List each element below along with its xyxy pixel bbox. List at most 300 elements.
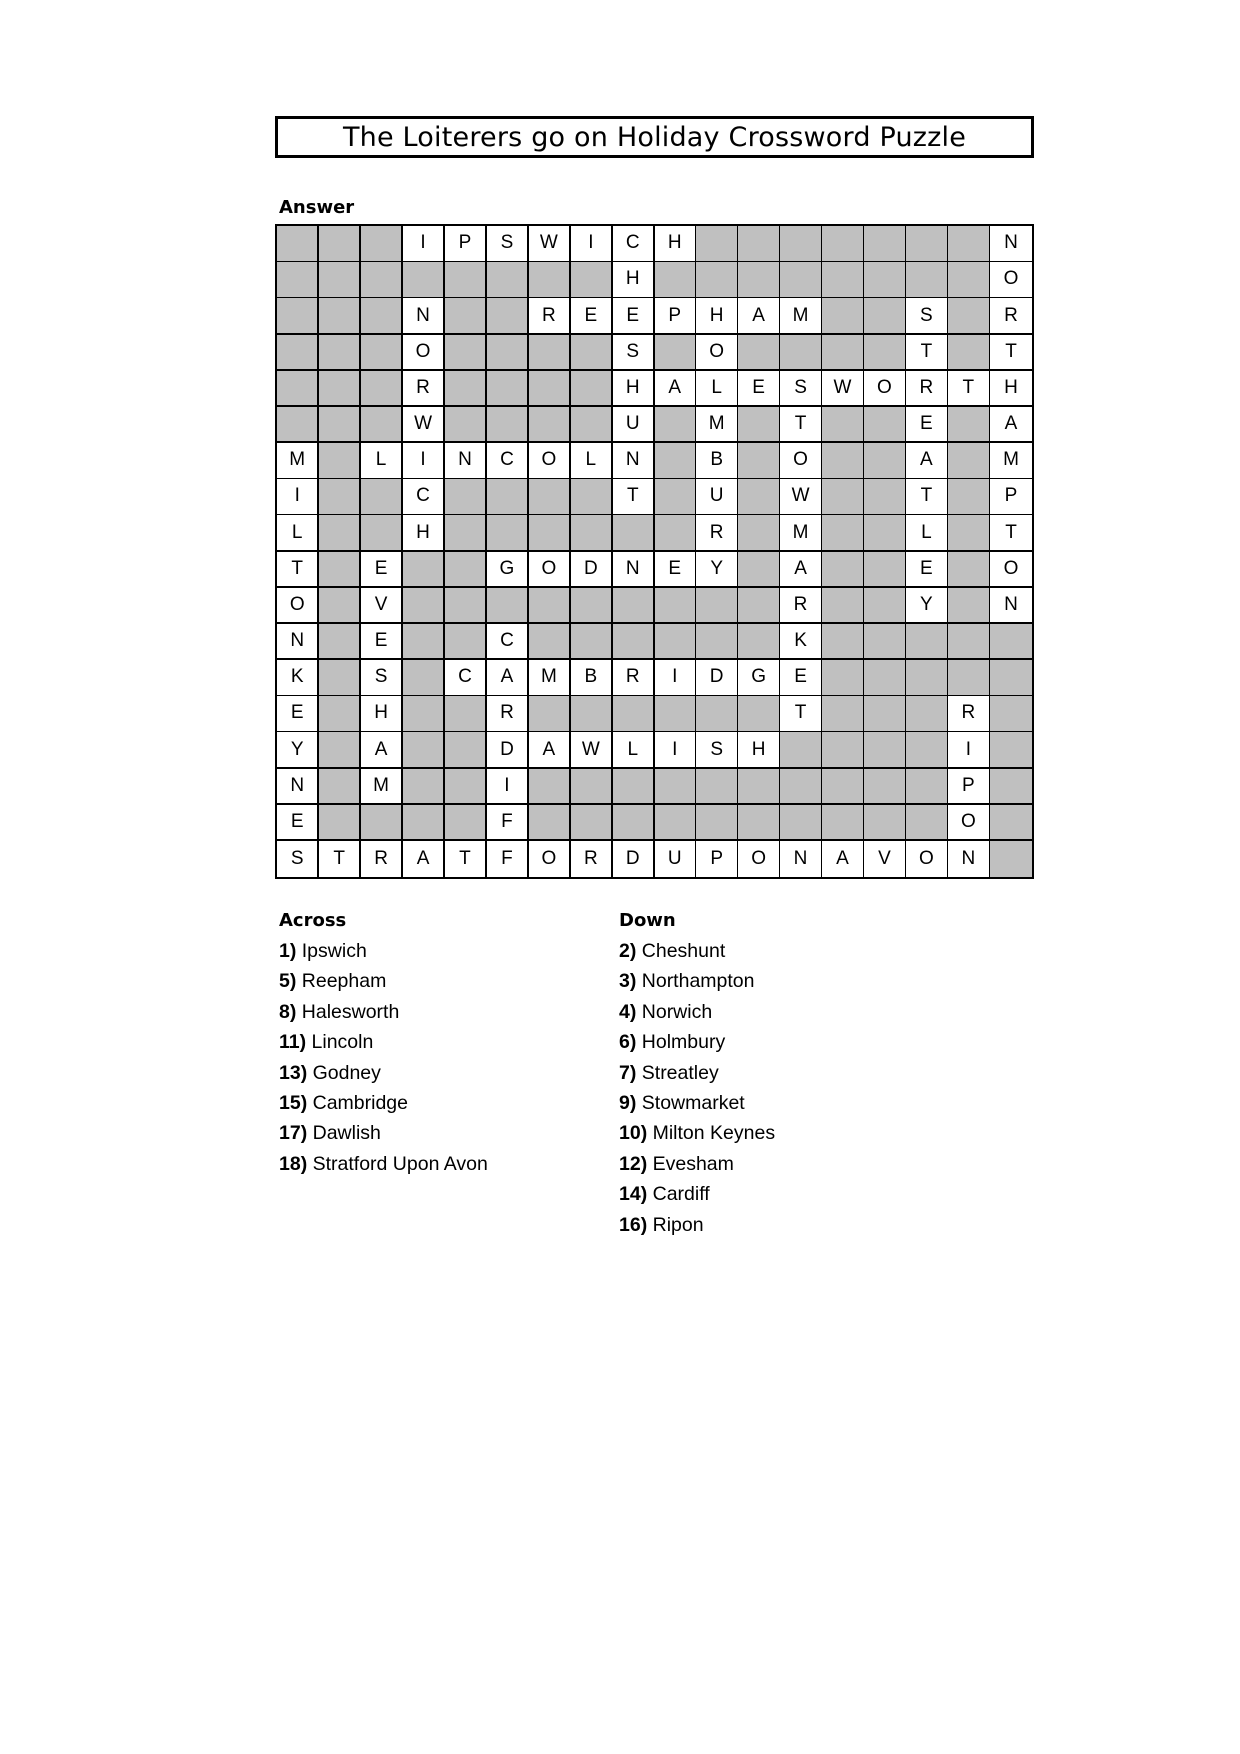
grid-cell-letter: O — [529, 841, 571, 877]
grid-cell-blank — [403, 552, 445, 589]
grid-cell-blank — [822, 298, 864, 335]
grid-cell-blank — [445, 696, 487, 733]
grid-cell-blank — [319, 335, 361, 372]
grid-cell-letter: N — [445, 443, 487, 480]
grid-cell-letter: W — [822, 371, 864, 408]
grid-cell-blank — [738, 624, 780, 661]
grid-cell-letter: L — [906, 515, 948, 552]
grid-cell-letter: R — [571, 841, 613, 877]
clue-number: 15) — [279, 1091, 308, 1114]
grid-cell-blank — [738, 443, 780, 480]
grid-cell-letter: I — [655, 660, 697, 697]
grid-cell-blank — [571, 805, 613, 842]
grid-cell-letter: Y — [277, 732, 319, 769]
grid-cell-letter: R — [361, 841, 403, 877]
grid-cell-letter: E — [906, 407, 948, 444]
grid-cell-letter: I — [571, 226, 613, 263]
grid-cell-letter: A — [906, 443, 948, 480]
grid-cell-blank — [571, 769, 613, 806]
grid-cell-letter: E — [571, 298, 613, 335]
grid-cell-letter: E — [277, 696, 319, 733]
across-clue — [279, 1118, 488, 1148]
grid-cell-letter: V — [864, 841, 906, 877]
down-clue — [619, 997, 775, 1027]
grid-cell-letter: I — [277, 479, 319, 516]
grid-cell-blank — [571, 588, 613, 625]
grid-cell-letter: H — [696, 298, 738, 335]
grid-cell-blank — [738, 515, 780, 552]
grid-cell-letter: M — [361, 769, 403, 806]
grid-cell-letter: O — [696, 335, 738, 372]
grid-cell-blank — [822, 479, 864, 516]
grid-cell-letter: A — [403, 841, 445, 877]
clue-number: 4) — [619, 1000, 637, 1023]
grid-cell-blank — [822, 805, 864, 842]
grid-cell-letter: K — [277, 660, 319, 697]
grid-cell-blank — [529, 588, 571, 625]
grid-cell-blank — [696, 624, 738, 661]
grid-cell-blank — [822, 443, 864, 480]
clue-number: 13) — [279, 1061, 308, 1084]
grid-cell-letter: P — [948, 769, 990, 806]
title-box — [275, 116, 1034, 158]
grid-cell-letter: L — [696, 371, 738, 408]
grid-cell-blank — [277, 226, 319, 263]
clue-text: Norwich — [641, 1000, 713, 1023]
grid-cell-blank — [319, 805, 361, 842]
grid-cell-letter: M — [696, 407, 738, 444]
grid-cell-letter: S — [361, 660, 403, 697]
grid-cell-blank — [403, 732, 445, 769]
grid-cell-letter: O — [990, 552, 1032, 589]
answer-label: Answer — [279, 197, 355, 218]
grid-cell-blank — [319, 624, 361, 661]
grid-cell-blank — [445, 588, 487, 625]
grid-cell-blank — [487, 371, 529, 408]
grid-cell-blank — [780, 226, 822, 263]
grid-cell-letter: E — [738, 371, 780, 408]
grid-cell-letter: P — [445, 226, 487, 263]
grid-cell-letter: D — [487, 732, 529, 769]
grid-cell-letter: P — [696, 841, 738, 877]
grid-cell-blank — [906, 696, 948, 733]
grid-cell-blank — [906, 769, 948, 806]
grid-cell-letter: F — [487, 841, 529, 877]
grid-cell-blank — [822, 769, 864, 806]
grid-cell-letter: E — [780, 660, 822, 697]
grid-cell-letter: E — [655, 552, 697, 589]
grid-cell-blank — [655, 588, 697, 625]
grid-cell-letter: R — [403, 371, 445, 408]
grid-cell-blank — [822, 696, 864, 733]
clue-number: 16) — [619, 1213, 648, 1236]
grid-cell-letter: Y — [906, 588, 948, 625]
grid-cell-letter: N — [990, 588, 1032, 625]
clue-number: 11) — [279, 1031, 307, 1054]
grid-cell-letter: I — [487, 769, 529, 806]
grid-cell-blank — [529, 696, 571, 733]
grid-cell-letter: H — [613, 371, 655, 408]
grid-cell-blank — [822, 732, 864, 769]
grid-cell-blank — [403, 769, 445, 806]
grid-cell-blank — [906, 262, 948, 299]
grid-cell-blank — [864, 769, 906, 806]
grid-cell-blank — [277, 298, 319, 335]
grid-cell-blank — [529, 515, 571, 552]
across-clue — [279, 966, 488, 996]
grid-cell-blank — [696, 262, 738, 299]
grid-cell-blank — [319, 407, 361, 444]
grid-cell-blank — [361, 335, 403, 372]
clue-text: Northampton — [641, 970, 755, 993]
grid-cell-blank — [696, 226, 738, 263]
grid-cell-blank — [445, 769, 487, 806]
grid-cell-blank — [487, 262, 529, 299]
grid-cell-letter: O — [864, 371, 906, 408]
grid-cell-blank — [948, 660, 990, 697]
grid-cell-letter: U — [696, 479, 738, 516]
grid-cell-blank — [822, 262, 864, 299]
grid-cell-blank — [864, 443, 906, 480]
grid-cell-blank — [445, 262, 487, 299]
grid-cell-blank — [696, 769, 738, 806]
grid-cell-blank — [445, 552, 487, 589]
grid-cell-letter: O — [948, 805, 990, 842]
grid-cell-blank — [529, 805, 571, 842]
grid-cell-letter: I — [655, 732, 697, 769]
grid-cell-blank — [571, 335, 613, 372]
grid-cell-blank — [361, 805, 403, 842]
grid-cell-letter: A — [738, 298, 780, 335]
grid-cell-blank — [277, 335, 319, 372]
grid-cell-blank — [655, 407, 697, 444]
grid-cell-letter: T — [990, 335, 1032, 372]
grid-cell-blank — [403, 624, 445, 661]
grid-cell-letter: M — [780, 515, 822, 552]
grid-cell-letter: I — [948, 732, 990, 769]
grid-cell-letter: S — [780, 371, 822, 408]
grid-cell-letter: R — [613, 660, 655, 697]
grid-cell-blank — [655, 769, 697, 806]
grid-cell-letter: T — [906, 335, 948, 372]
grid-cell-letter: K — [780, 624, 822, 661]
clue-text: Godney — [312, 1061, 381, 1084]
clue-number: 3) — [619, 970, 637, 993]
crossword-grid — [275, 224, 1034, 879]
grid-cell-blank — [864, 335, 906, 372]
grid-cell-blank — [571, 479, 613, 516]
clue-text: Lincoln — [311, 1031, 374, 1054]
grid-cell-letter: S — [487, 226, 529, 263]
grid-cell-blank — [445, 624, 487, 661]
grid-cell-blank — [319, 588, 361, 625]
grid-cell-letter: C — [487, 624, 529, 661]
grid-cell-letter: F — [487, 805, 529, 842]
grid-cell-blank — [822, 660, 864, 697]
grid-cell-letter: T — [445, 841, 487, 877]
grid-cell-letter: R — [906, 371, 948, 408]
grid-cell-blank — [571, 262, 613, 299]
across-clue — [279, 1058, 488, 1088]
grid-cell-letter: A — [361, 732, 403, 769]
grid-cell-blank — [780, 732, 822, 769]
clue-text: Stowmarket — [641, 1091, 745, 1114]
grid-cell-blank — [780, 805, 822, 842]
grid-cell-blank — [529, 624, 571, 661]
grid-cell-blank — [361, 298, 403, 335]
grid-cell-blank — [738, 805, 780, 842]
grid-cell-blank — [738, 696, 780, 733]
grid-cell-letter: G — [738, 660, 780, 697]
clue-text: Streatley — [641, 1061, 719, 1084]
grid-cell-letter: U — [655, 841, 697, 877]
grid-cell-letter: B — [696, 443, 738, 480]
grid-cell-blank — [487, 335, 529, 372]
grid-cell-blank — [780, 335, 822, 372]
grid-cell-blank — [990, 805, 1032, 842]
grid-cell-blank — [780, 769, 822, 806]
grid-cell-letter: I — [403, 226, 445, 263]
down-clue — [619, 1027, 775, 1057]
grid-cell-letter: C — [403, 479, 445, 516]
grid-cell-blank — [571, 696, 613, 733]
grid-cell-blank — [655, 262, 697, 299]
down-clues — [619, 906, 775, 1240]
grid-cell-letter: B — [571, 660, 613, 697]
grid-cell-letter: O — [906, 841, 948, 877]
grid-cell-blank — [990, 769, 1032, 806]
grid-cell-letter: M — [990, 443, 1032, 480]
grid-cell-blank — [696, 588, 738, 625]
grid-cell-blank — [906, 226, 948, 263]
grid-cell-blank — [487, 588, 529, 625]
grid-cell-blank — [864, 624, 906, 661]
down-heading: Down — [619, 910, 676, 931]
grid-cell-letter: A — [655, 371, 697, 408]
grid-cell-blank — [613, 624, 655, 661]
clue-number: 7) — [619, 1061, 637, 1084]
grid-cell-letter: L — [277, 515, 319, 552]
clue-text: Milton Keynes — [652, 1122, 776, 1145]
grid-cell-blank — [613, 588, 655, 625]
grid-cell-letter: Y — [696, 552, 738, 589]
grid-cell-blank — [613, 515, 655, 552]
grid-cell-blank — [738, 262, 780, 299]
grid-cell-blank — [738, 552, 780, 589]
down-clue — [619, 936, 775, 966]
clue-number: 18) — [279, 1152, 308, 1175]
grid-cell-blank — [822, 226, 864, 263]
grid-cell-blank — [445, 515, 487, 552]
grid-cell-blank — [990, 696, 1032, 733]
clue-number: 2) — [619, 940, 637, 962]
grid-cell-letter: T — [277, 552, 319, 589]
grid-cell-letter: D — [613, 841, 655, 877]
grid-cell-blank — [445, 298, 487, 335]
grid-cell-letter: N — [948, 841, 990, 877]
down-clue — [619, 1210, 775, 1240]
grid-cell-letter: C — [487, 443, 529, 480]
grid-cell-letter: N — [613, 443, 655, 480]
grid-cell-letter: P — [655, 298, 697, 335]
clue-number: 17) — [279, 1122, 308, 1145]
grid-cell-blank — [529, 407, 571, 444]
grid-cell-letter: S — [613, 335, 655, 372]
grid-cell-letter: E — [277, 805, 319, 842]
grid-cell-blank — [571, 624, 613, 661]
grid-cell-blank — [990, 624, 1032, 661]
clue-text: Cambridge — [312, 1091, 408, 1114]
grid-cell-letter: T — [780, 407, 822, 444]
grid-cell-blank — [319, 371, 361, 408]
grid-cell-blank — [613, 769, 655, 806]
grid-cell-letter: M — [277, 443, 319, 480]
grid-cell-blank — [655, 624, 697, 661]
grid-cell-letter: E — [906, 552, 948, 589]
grid-cell-blank — [277, 371, 319, 408]
grid-cell-blank — [655, 335, 697, 372]
grid-cell-blank — [445, 371, 487, 408]
grid-cell-blank — [655, 805, 697, 842]
grid-cell-blank — [529, 335, 571, 372]
grid-cell-blank — [906, 805, 948, 842]
grid-cell-blank — [445, 407, 487, 444]
grid-cell-letter: C — [613, 226, 655, 263]
grid-cell-blank — [738, 769, 780, 806]
grid-cell-blank — [529, 769, 571, 806]
grid-cell-blank — [738, 588, 780, 625]
clue-text: Ripon — [652, 1213, 704, 1236]
grid-cell-blank — [319, 443, 361, 480]
grid-cell-blank — [319, 696, 361, 733]
grid-cell-letter: R — [487, 696, 529, 733]
clue-text: Stratford Upon Avon — [312, 1152, 488, 1175]
grid-cell-blank — [319, 769, 361, 806]
grid-cell-letter: T — [780, 696, 822, 733]
grid-cell-letter: I — [403, 443, 445, 480]
grid-cell-letter: T — [948, 371, 990, 408]
grid-cell-blank — [696, 696, 738, 733]
grid-cell-blank — [822, 588, 864, 625]
grid-cell-letter: R — [990, 298, 1032, 335]
grid-cell-letter: R — [948, 696, 990, 733]
grid-cell-letter: N — [990, 226, 1032, 263]
grid-cell-blank — [655, 479, 697, 516]
grid-cell-blank — [948, 407, 990, 444]
grid-cell-blank — [529, 371, 571, 408]
grid-cell-letter: N — [613, 552, 655, 589]
grid-cell-blank — [864, 588, 906, 625]
clue-number: 8) — [279, 1000, 297, 1023]
grid-cell-blank — [990, 732, 1032, 769]
grid-cell-blank — [403, 805, 445, 842]
grid-cell-letter: H — [403, 515, 445, 552]
grid-cell-blank — [361, 226, 403, 263]
grid-cell-blank — [948, 335, 990, 372]
grid-cell-letter: N — [277, 769, 319, 806]
clue-number: 6) — [619, 1031, 637, 1054]
grid-cell-blank — [571, 515, 613, 552]
down-clue — [619, 1058, 775, 1088]
grid-cell-blank — [277, 407, 319, 444]
grid-cell-blank — [822, 624, 864, 661]
grid-cell-letter: M — [780, 298, 822, 335]
grid-cell-blank — [487, 479, 529, 516]
grid-cell-letter: R — [780, 588, 822, 625]
clue-number: 9) — [619, 1091, 637, 1114]
grid-cell-letter: L — [361, 443, 403, 480]
grid-cell-blank — [655, 696, 697, 733]
grid-cell-blank — [738, 226, 780, 263]
across-clue-list — [279, 936, 488, 1179]
down-clue — [619, 1088, 775, 1118]
grid-cell-letter: A — [780, 552, 822, 589]
grid-cell-blank — [864, 552, 906, 589]
grid-cell-blank — [403, 660, 445, 697]
grid-cell-blank — [529, 262, 571, 299]
down-clue — [619, 1149, 775, 1179]
grid-cell-letter: E — [361, 552, 403, 589]
grid-cell-blank — [948, 298, 990, 335]
grid-cell-letter: R — [529, 298, 571, 335]
grid-cell-blank — [277, 262, 319, 299]
grid-cell-blank — [990, 841, 1032, 877]
down-clue-list — [619, 936, 775, 1240]
grid-cell-letter: T — [990, 515, 1032, 552]
grid-cell-letter: N — [277, 624, 319, 661]
grid-cell-letter: O — [780, 443, 822, 480]
across-clue — [279, 1027, 488, 1057]
clue-text: Dawlish — [312, 1122, 381, 1145]
grid-cell-letter: U — [613, 407, 655, 444]
across-clue — [279, 1088, 488, 1118]
grid-cell-letter: D — [571, 552, 613, 589]
clue-text: Evesham — [652, 1152, 734, 1175]
grid-cell-blank — [948, 443, 990, 480]
grid-cell-letter: N — [780, 841, 822, 877]
grid-cell-letter: O — [529, 552, 571, 589]
grid-cell-blank — [948, 262, 990, 299]
grid-cell-blank — [529, 479, 571, 516]
grid-cell-blank — [780, 262, 822, 299]
grid-cell-letter: M — [529, 660, 571, 697]
grid-cell-blank — [906, 660, 948, 697]
grid-cell-letter: A — [487, 660, 529, 697]
grid-cell-blank — [948, 552, 990, 589]
grid-cell-blank — [361, 407, 403, 444]
grid-cell-letter: H — [613, 262, 655, 299]
grid-cell-blank — [864, 262, 906, 299]
grid-cell-blank — [319, 226, 361, 263]
grid-cell-letter: O — [529, 443, 571, 480]
grid-cell-letter: A — [529, 732, 571, 769]
grid-cell-blank — [613, 696, 655, 733]
grid-cell-letter: W — [780, 479, 822, 516]
grid-cell-blank — [864, 226, 906, 263]
grid-cell-blank — [655, 515, 697, 552]
grid-cell-blank — [864, 515, 906, 552]
grid-cell-letter: T — [906, 479, 948, 516]
clue-number: 12) — [619, 1152, 648, 1175]
page-title: The Loiterers go on Holiday Crossword Puzzle — [342, 121, 967, 153]
grid-cell-blank — [361, 479, 403, 516]
grid-cell-blank — [864, 660, 906, 697]
across-clues — [279, 906, 488, 1179]
grid-cell-letter: W — [529, 226, 571, 263]
grid-cell-blank — [445, 805, 487, 842]
grid-cell-letter: R — [696, 515, 738, 552]
grid-cell-blank — [655, 443, 697, 480]
